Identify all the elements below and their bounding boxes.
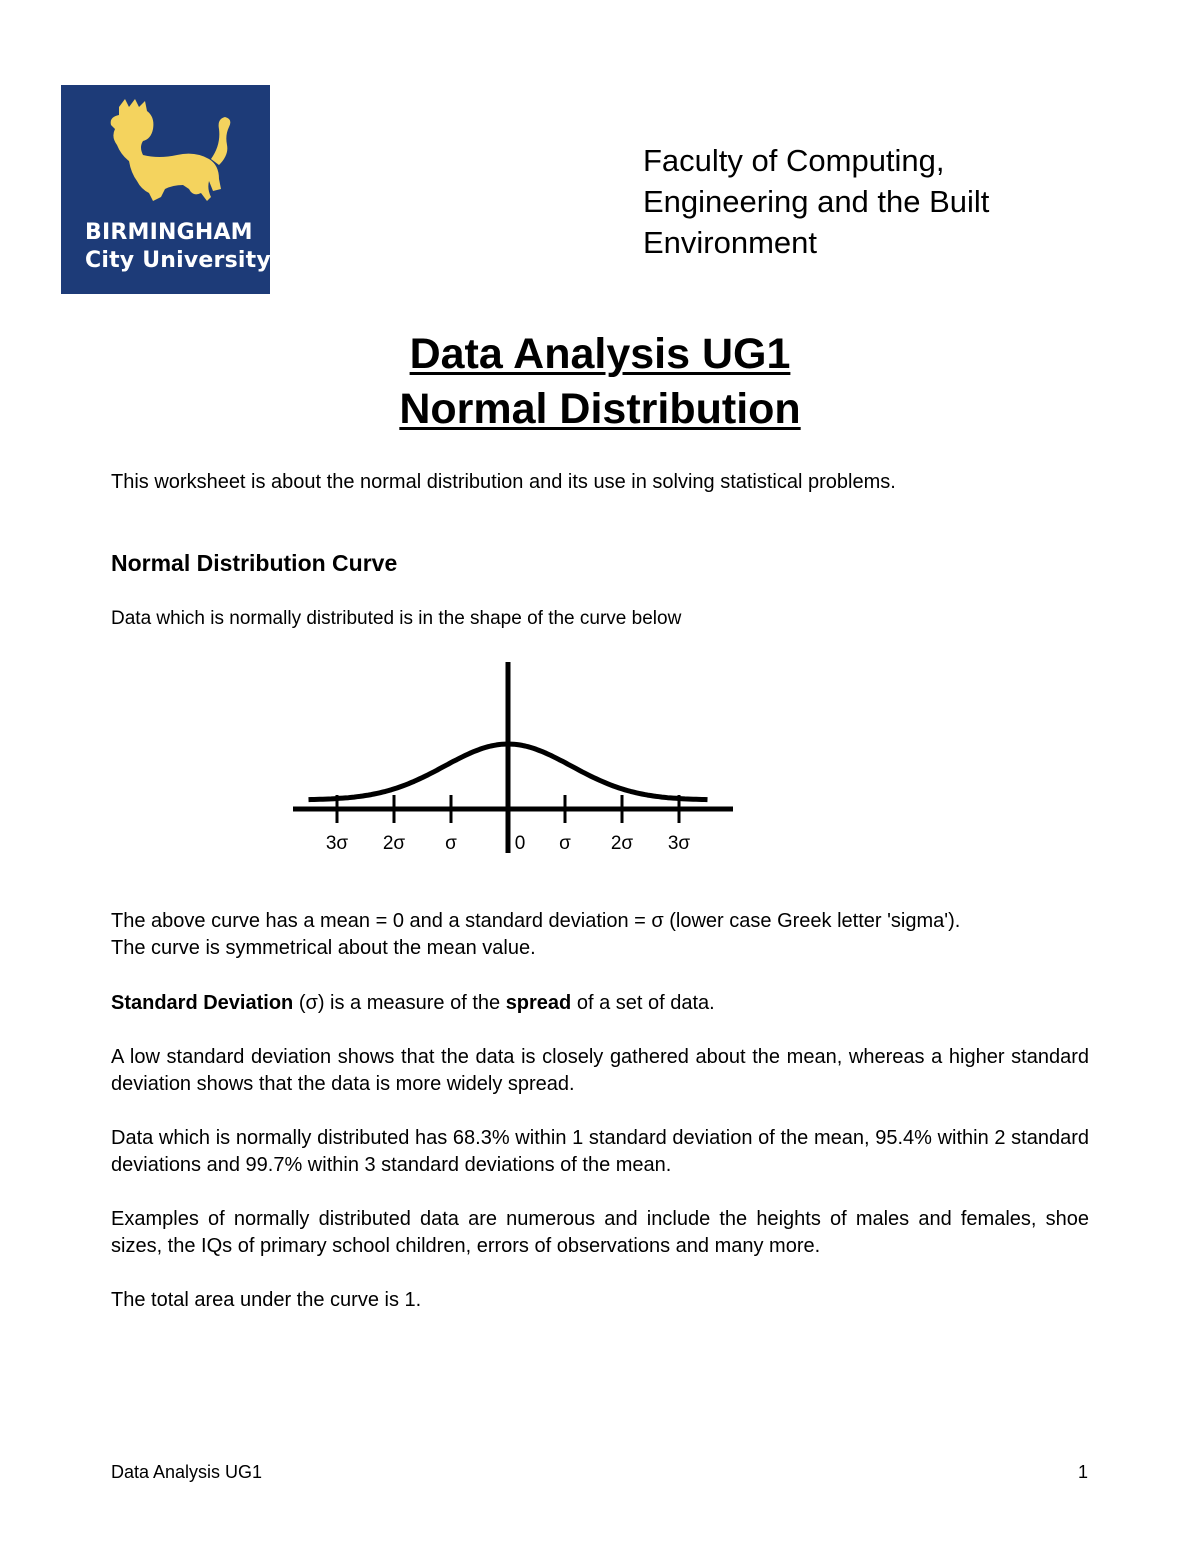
std-dev-text-2: of a set of data.: [571, 992, 715, 1014]
tick-label-0: 3σ: [325, 833, 349, 854]
tick-label-6: 3σ: [667, 833, 691, 854]
normal-distribution-chart: [290, 655, 740, 870]
intro-paragraph: This worksheet is about the normal distribution and its use in solving statistical problems.: [111, 471, 896, 493]
faculty-line-3: Environment: [643, 225, 818, 260]
examples-paragraph: Examples of normally distributed data are numerous and include the heights of males and females, shoe sizes, the IQs of primary school children, errors of observations and many more.: [111, 1208, 1089, 1257]
curve-lead-text: Data which is normally distributed is in the shape of the curve below: [111, 608, 682, 629]
low-high-sd-paragraph: A low standard deviation shows that the data is closely gathered about the mean, whereas a higher standard deviation shows that the data is more widely spread.: [111, 1046, 1089, 1095]
logo-line-2: City University: [85, 248, 271, 273]
logo-wordmark: [85, 219, 271, 275]
faculty-line-1: Faculty of Computing,: [643, 143, 945, 178]
document-subtitle: Normal Distribution: [399, 385, 801, 433]
mean-sd-paragraph: [111, 908, 1089, 962]
symmetry-sentence: The curve is symmetrical about the mean value.: [111, 937, 536, 959]
std-dev-text-1: (σ) is a measure of the: [293, 992, 506, 1014]
document-title: Data Analysis UG1: [409, 330, 791, 378]
total-area-paragraph: The total area under the curve is 1.: [111, 1289, 422, 1311]
faculty-name: [643, 140, 989, 263]
mean-sd-sentence: The above curve has a mean = 0 and a standard deviation = σ (lower case Greek letter 'sigma').: [111, 910, 961, 932]
university-logo: [61, 85, 270, 294]
footer-title: Data Analysis UG1: [111, 1462, 263, 1482]
tick-label-2: σ: [445, 833, 457, 854]
section-heading: Normal Distribution Curve: [111, 550, 398, 576]
percentages-paragraph: Data which is normally distributed has 68.3% within 1 standard deviation of the mean, 95.4% within 2 standard deviations and 99.7% within 3 standard deviations of the mean.: [111, 1127, 1089, 1176]
std-dev-term: Standard Deviation: [111, 992, 294, 1014]
tick-label-4: σ: [559, 833, 571, 854]
page-number: 1: [1078, 1462, 1089, 1482]
std-dev-definition: [111, 990, 1089, 1017]
tick-label-1: 2σ: [382, 833, 406, 854]
faculty-line-2: Engineering and the Built: [643, 184, 990, 219]
tick-label-3: 0: [514, 833, 526, 854]
spread-term: spread: [505, 992, 572, 1014]
logo-line-1: BIRMINGHAM: [85, 220, 253, 245]
tick-label-5: 2σ: [610, 833, 634, 854]
